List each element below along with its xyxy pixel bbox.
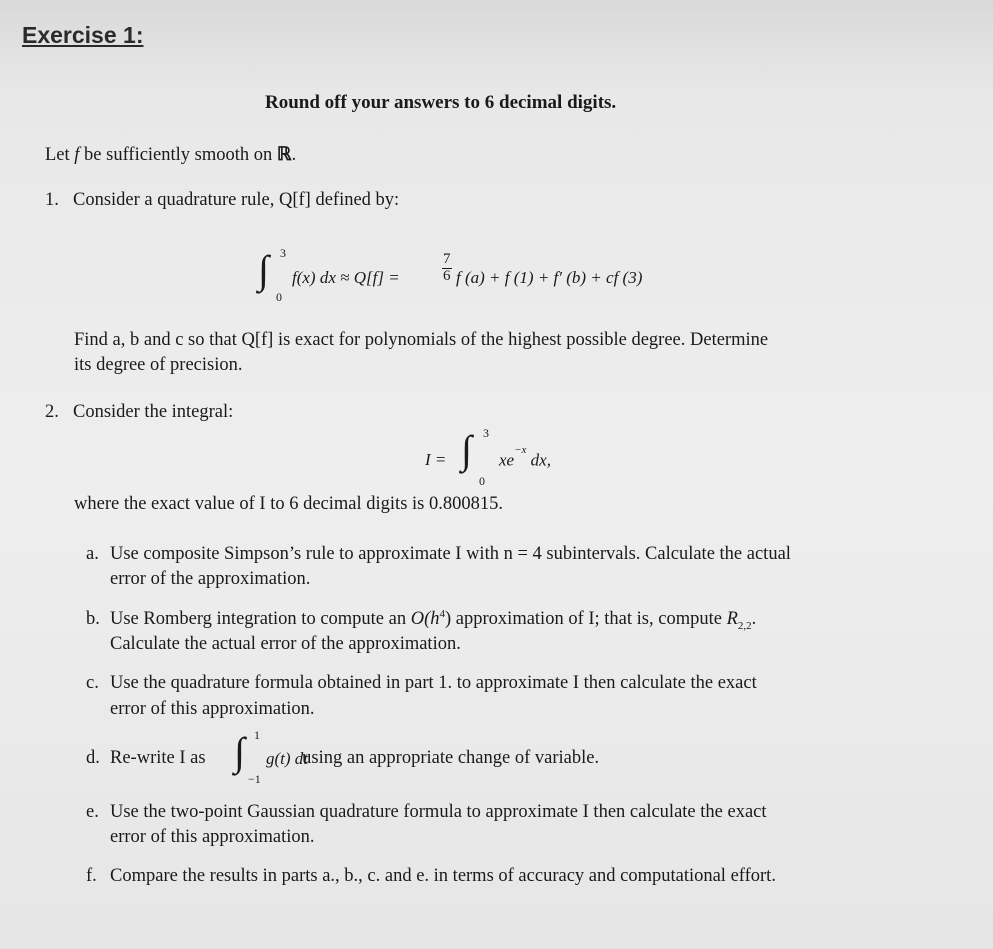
q2-part-a-text1: Use composite Simpson’s rule to approximate I with n = 4 subintervals. Calculate the actual	[110, 544, 791, 564]
q2-integral-sign: ∫	[461, 427, 472, 472]
q2-part-b-label: b.	[86, 609, 100, 630]
q2-statement-line	[45, 402, 233, 423]
q2-part-a-label: a.	[86, 544, 99, 564]
q1-integral-sign: ∫	[258, 247, 269, 292]
q2-exact-value: where the exact value of I to 6 decimal digits is 0.800815.	[74, 494, 503, 514]
q2-part-a-line2: error of the approximation.	[110, 569, 311, 589]
q2-part-f-text1: Compare the results in parts a., b., c. and e. in terms of accuracy and computational effort.	[110, 866, 776, 886]
q2-part-d-integrand: g(t) dt	[266, 749, 309, 768]
q2-part-f-label: f.	[86, 866, 97, 886]
q2-number: 2.	[45, 402, 59, 422]
q2-part-d-label: d.	[86, 748, 100, 768]
intro-reals: ℝ	[276, 145, 292, 165]
q2-part-d-upper-limit: 1	[254, 728, 260, 742]
q1-task-line2: its degree of precision.	[74, 355, 243, 375]
q2-part-d-text-a: Re-write I as	[110, 748, 206, 768]
intro-text-middle: be sufficiently smooth on	[79, 145, 277, 165]
q1-lower-limit: 0	[276, 290, 282, 304]
q1-task-line1: Find a, b and c so that Q[f] is exact for polynomials of the highest possible degree. Determine	[74, 330, 769, 350]
q2-part-c-line2: error of this approximation.	[110, 699, 315, 719]
q2-statement: Consider the integral:	[73, 402, 234, 422]
q2-part-d-integral	[234, 728, 324, 786]
q2-upper-limit: 3	[483, 426, 489, 440]
q2-part-b-line1	[86, 608, 756, 632]
q2-integrand-group	[499, 444, 551, 471]
rounding-instruction: Round off your answers to 6 decimal digits.	[265, 92, 617, 113]
q1-number: 1.	[45, 190, 59, 210]
q2-part-e-text1: Use the two-point Gaussian quadrature formula to approximate I then calculate the exact	[110, 802, 767, 822]
exercise-heading: Exercise 1:	[22, 22, 144, 48]
q1-fraction-numerator: 7	[443, 251, 451, 267]
q2-part-b-text-b: ) approximation of I; that is, compute	[445, 609, 727, 630]
q2-part-b-text-a: Use Romberg integration to compute an	[110, 609, 411, 630]
q2-part-a-line1	[86, 544, 791, 565]
intro-text-after: .	[291, 145, 297, 165]
q2-lower-limit: 0	[479, 474, 485, 488]
q2-part-d-integral-sign: ∫	[234, 729, 245, 774]
q2-part-b-line2: Calculate the actual error of the approximation.	[110, 634, 461, 654]
q1-upper-limit: 3	[280, 246, 286, 260]
q1-integrand: f(x) dx ≈ Q[f] =	[292, 268, 400, 287]
q2-part-c-label: c.	[86, 673, 99, 693]
q1-statement-line	[45, 190, 399, 211]
q2-part-e-line2: error of this approximation.	[110, 827, 315, 847]
q2-part-f-line1	[86, 866, 776, 887]
q2-part-e-line1	[86, 802, 767, 823]
intro-f: f	[74, 145, 80, 165]
q1-fraction	[442, 252, 452, 285]
q2-part-d-line	[86, 728, 600, 794]
intro-line	[45, 144, 296, 166]
q2-part-c-line1	[86, 673, 757, 694]
q2-part-b-text-c: .	[751, 609, 757, 630]
q2-part-c-text1: Use the quadrature formula obtained in part 1. to approximate I then calculate the exact	[110, 673, 757, 693]
q2-lhs: I =	[425, 450, 447, 469]
q2-exponent: −x	[514, 444, 527, 456]
q2-part-d-lower-limit: −1	[248, 772, 261, 786]
q2-part-d-text-b: using an appropriate change of variable.	[302, 748, 600, 768]
q2-part-b-R-sub: 2,2	[737, 619, 752, 632]
intro-text-before: Let	[45, 145, 75, 165]
q2-part-e-label: e.	[86, 802, 99, 822]
q2-part-b-power: 4	[439, 608, 446, 620]
q2-integrand: xe	[499, 450, 515, 470]
q1-fraction-denominator: 6	[443, 267, 451, 284]
q1-statement: Consider a quadrature rule, Q[f] defined by:	[73, 190, 400, 210]
q2-part-b-R: R	[726, 609, 738, 630]
q1-rule-terms: f (a) + f (1) + f′ (b) + cf (3)	[456, 268, 643, 287]
q2-differential: dx,	[530, 450, 551, 470]
q2-part-b-big-o: O(h	[410, 609, 440, 630]
